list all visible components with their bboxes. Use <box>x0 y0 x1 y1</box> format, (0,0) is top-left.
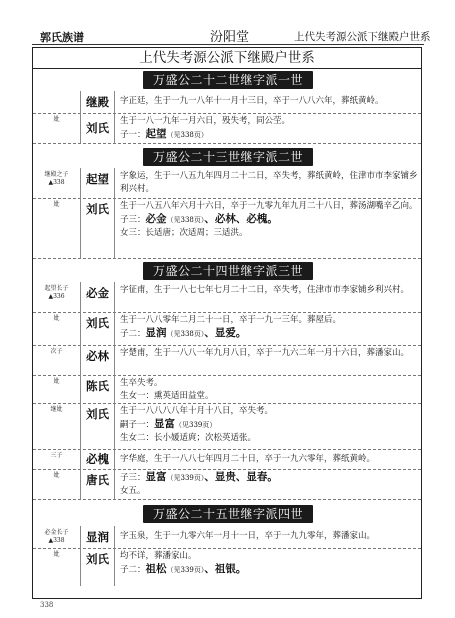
child-name: 起望 <box>145 128 167 140</box>
row-tag: 妣 <box>33 198 81 258</box>
child-names: 、显贵、显春。 <box>204 471 278 483</box>
person-name: 起望 <box>81 168 115 198</box>
person-bio <box>120 375 418 403</box>
person-name: 刘氏 <box>81 312 115 345</box>
person-name: 刘氏 <box>81 403 115 449</box>
children-line <box>120 327 418 341</box>
heir-prefix: 嗣子一： <box>120 420 155 430</box>
person-bio <box>120 548 418 577</box>
person-name: 必槐 <box>81 449 115 469</box>
person-name: 显润 <box>81 526 115 548</box>
children-prefix: 子二： <box>120 329 146 339</box>
children-line <box>120 471 418 485</box>
person-bio <box>120 403 418 445</box>
header-center: 汾阳堂 <box>210 30 250 45</box>
children-prefix: 子二： <box>120 565 146 575</box>
generation-banner-24: 万盛公二十四世继字派三世 <box>143 262 313 280</box>
record-row <box>33 449 421 470</box>
generation-banner-23: 万盛公二十三世继字派二世 <box>143 148 313 166</box>
record-row <box>33 345 421 376</box>
page-reference: （见338页） <box>166 330 205 338</box>
page-reference: （见339页） <box>166 474 205 482</box>
row-tag: 妣 <box>33 113 81 143</box>
person-bio <box>120 113 418 142</box>
children-prefix: 子一： <box>120 130 146 140</box>
row-tag: 妣 <box>33 375 81 403</box>
person-bio: 字象运，生于一八五九年四月二十二日，卒失考，葬纸黄岭，住津市市李家铺乡利兴村。 <box>120 171 418 194</box>
row-tag: 妣 <box>33 312 81 345</box>
child-name: 显富 <box>145 471 167 483</box>
person-name: 刘氏 <box>81 548 115 586</box>
row-tag: 必金长子 ▲338 <box>33 526 81 548</box>
children-prefix: 子三： <box>120 215 146 225</box>
person-bio: 字正廷，生于一九一八年十一月十三日，卒于一八八六年，葬纸黄岭。 <box>120 96 384 106</box>
generation-banner-22: 万盛公二十二世继字派一世 <box>143 71 313 89</box>
child-name: 祖松 <box>145 563 167 575</box>
header-rule <box>32 44 424 45</box>
children-prefix: 子三： <box>120 473 146 483</box>
person-bio <box>120 469 418 498</box>
row-tag: 继殿之子 ▲338 <box>33 168 81 198</box>
child-name: 显润 <box>145 327 167 339</box>
page-number: 338 <box>40 601 54 609</box>
record-row <box>33 312 421 346</box>
page-reference: （见339页） <box>175 421 217 429</box>
bio-line: 均不详，葬潘家山。 <box>120 551 197 561</box>
page-reference: （见339页） <box>166 566 205 574</box>
person-bio <box>120 312 418 341</box>
daughters-line: 生女一：熏英适田益堂。 <box>120 391 214 401</box>
person-bio: 字玉泉，生于一九零六年一月十一日，卒于一九九零年，葬潘家山。 <box>120 531 376 541</box>
record-row <box>33 168 421 199</box>
bio-line: 生于一八一九年一月六日，殁失考，同公茔。 <box>120 116 291 126</box>
person-name: 刘氏 <box>81 113 115 143</box>
daughters-line: 女五。 <box>120 486 146 496</box>
person-bio: 字华庭，生于一八八七年四月二十日，卒于一九六零年，葬纸黄岭。 <box>120 454 376 464</box>
person-name: 唐氏 <box>81 469 115 499</box>
row-tag <box>33 91 81 113</box>
row-tag: 继妣 <box>33 403 81 449</box>
record-row <box>33 526 421 549</box>
person-name: 陈氏 <box>81 375 115 403</box>
person-bio: 字征甫，生于一八七七年七月二十二日，卒失考，住津市市李家铺乡利兴村。 <box>120 285 410 295</box>
children-line <box>120 213 418 227</box>
children-line <box>120 563 418 577</box>
page-reference: （见338页） <box>166 131 208 139</box>
person-name: 刘氏 <box>81 198 115 258</box>
bio-line: 生卒失考。 <box>120 378 163 388</box>
child-name: 必金 <box>145 213 167 225</box>
header-right: 上代失考源公派下继殿户世系 <box>294 31 431 43</box>
record-row <box>33 403 421 450</box>
record-row <box>33 198 421 259</box>
person-name: 必林 <box>81 345 115 375</box>
table-title: 上代失考源公派下继殿户世系 <box>33 48 421 69</box>
row-tag: 妣 <box>33 548 81 586</box>
header-left: 郭氏族谱 <box>40 31 84 44</box>
page-header <box>0 0 455 46</box>
bio-line: 生于一八八零年二月二十一日，卒于一九一三年。葬屋后。 <box>120 315 342 325</box>
heir-line <box>120 418 418 432</box>
person-bio: 字楚甫，生于一八八一年九月八日，卒于一九六二年一月十六日，葬潘家山。 <box>120 348 410 358</box>
children-line <box>120 128 418 142</box>
row-tag: 起望长子 ▲336 <box>33 282 81 312</box>
record-row <box>33 469 421 500</box>
daughters-line: 生女二：长小媛适庹；次松英适张。 <box>120 433 257 443</box>
record-row <box>33 375 421 404</box>
row-tag: 次子 <box>33 345 81 375</box>
person-name: 继殿 <box>81 91 115 113</box>
row-tag: 妣 <box>33 469 81 499</box>
record-row <box>33 91 421 114</box>
person-name: 必金 <box>81 282 115 312</box>
child-names: 、必林、必槐。 <box>204 213 278 225</box>
heir-name: 显富 <box>154 418 176 430</box>
bio-line: 生于一八八八八年十月十八日，卒失考。 <box>120 406 274 416</box>
record-row <box>33 282 421 313</box>
record-row <box>33 113 421 144</box>
daughters-line: 女三：长适唐；次适周；三适洪。 <box>120 228 248 238</box>
row-tag: 三子 <box>33 449 81 469</box>
generation-banner-25: 万盛公二十五世继字派四世 <box>143 505 313 523</box>
child-names: 、显爱。 <box>204 327 247 339</box>
child-names: 、祖银。 <box>204 563 247 575</box>
page-reference: （见338页） <box>166 216 205 224</box>
bio-line: 生于一八五八年六月十六日，卒于一九零九年九月二十八日，葬汤湖嘴辛乙向。 <box>120 201 418 211</box>
person-bio <box>120 198 418 240</box>
record-row <box>33 548 421 586</box>
